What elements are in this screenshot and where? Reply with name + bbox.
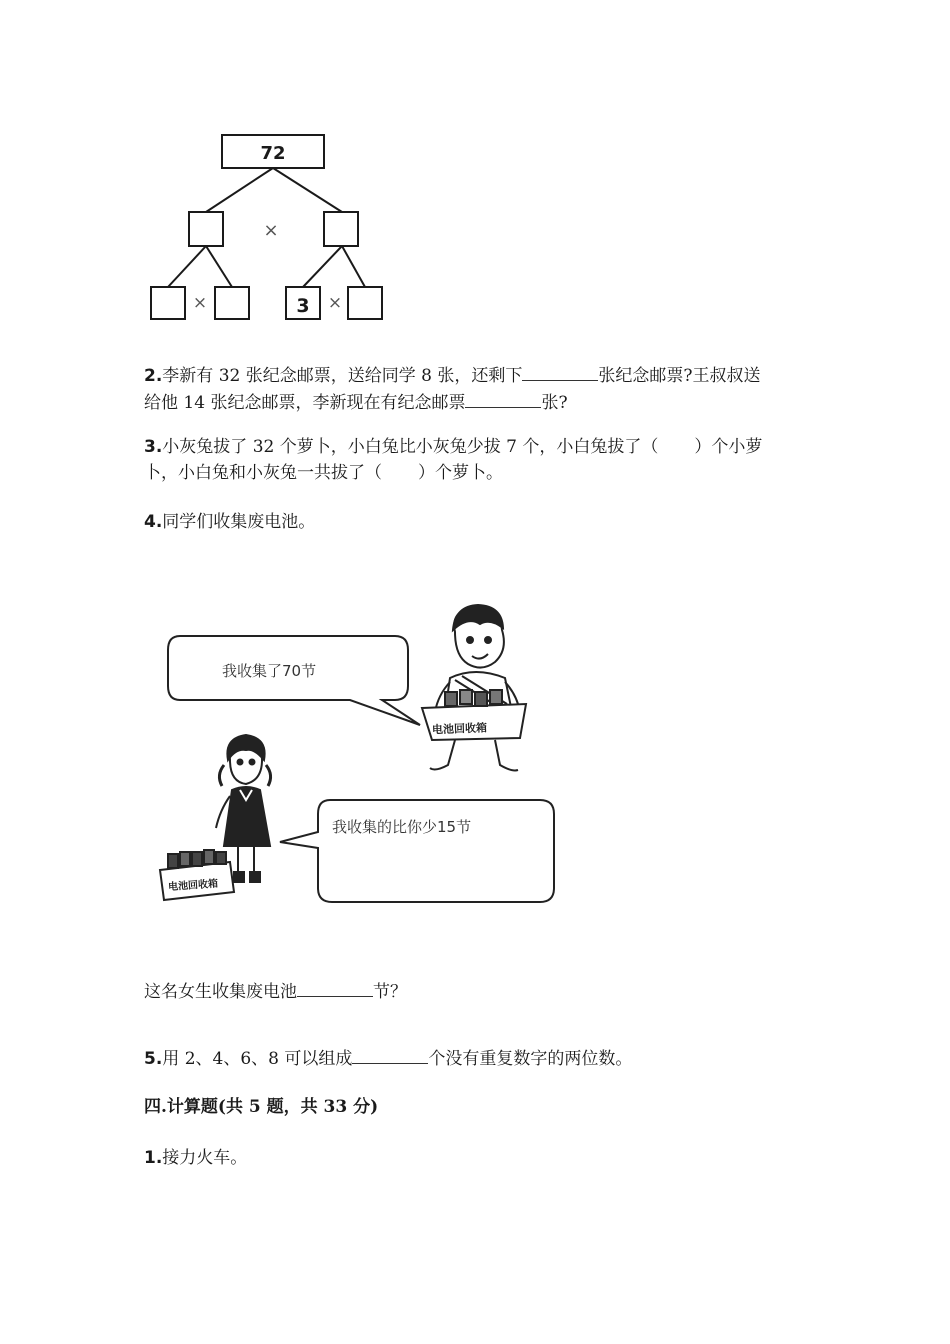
battery-collection-illustration [150,600,570,920]
question-5-number: 5. [144,1049,163,1069]
tree-right-factor-box [324,212,358,246]
answer-blank[interactable] [465,389,541,408]
boy-speech-bubble [168,636,420,725]
question-3-line-1: 3.小灰兔拔了 32 个萝卜，小白兔比小灰兔少拔 7 个，小白兔拔了（ ）个小萝 [144,437,763,457]
answer-blank[interactable] [352,1045,428,1064]
question-3-number: 3. [144,437,163,457]
tree-bottom-right-operator: × [327,293,343,313]
question-4-sub-question: 这名女生收集废电池 节？ [144,978,407,1005]
question-2-line-1: 2.李新有 32 张纪念邮票，送给同学 8 张，还剩下 张纪念邮票?王叔叔送 [144,362,760,389]
question-3-line-2: 卜，小白兔和小灰兔一共拔了（ ）个萝卜。 [144,463,503,483]
answer-blank[interactable] [522,362,598,381]
girl-speech-text: 我收集的比你少15节 [332,818,472,836]
tree-top-operator: × [263,220,279,241]
question-3 [144,434,762,486]
tree-root-value: 72 [260,143,286,164]
tree-leaf-box-1 [151,287,185,319]
tree-given-leaf: 3 [296,295,310,317]
girl-speech-bubble [280,800,554,902]
tree-leaf-box-2 [215,287,249,319]
question-2 [144,362,760,416]
tree-leaf-box-4 [348,287,382,319]
tree-left-factor-box [189,212,223,246]
girl-figure [160,735,271,900]
boy-box-label: 电池回收箱 [431,721,488,737]
boy-figure [422,605,526,770]
factor-tree-diagram [140,128,400,328]
question-2-number: 2. [144,366,163,386]
calc-question-1-number: 1. [144,1148,163,1168]
question-2-line-2: 给他 14 张纪念邮票，李新现在有纪念邮票 张? [144,389,760,416]
calc-question-1: 1.接力火车。 [144,1148,248,1168]
question-5: 5.用 2、4、6、8 可以组成 个没有重复数字的两位数。 [144,1045,632,1072]
section-heading: 四.计算题(共 5 题，共 33 分) [144,1097,379,1117]
boy-speech-text: 我收集了70节 [222,662,317,680]
question-4-number: 4. [144,512,163,532]
question-4: 4.同学们收集废电池。 [144,512,316,532]
tree-bottom-left-operator: × [192,293,208,313]
girl-box-label: 电池回收箱 [167,878,219,894]
answer-blank[interactable] [297,978,373,997]
